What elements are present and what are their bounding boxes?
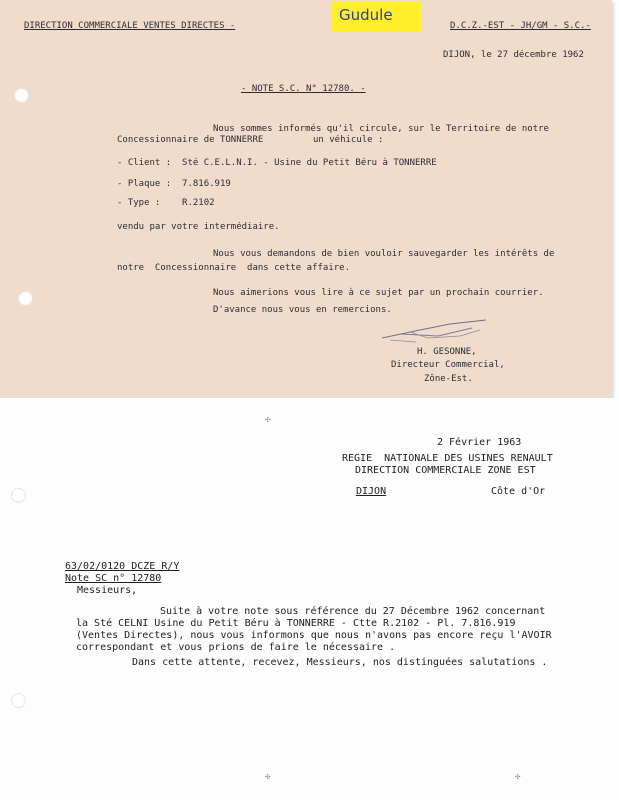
- letter-body-line2: la Sté CELNI Usine du Petit Béru à TONNERRE - Ctte R.2102 - Pl. 7.816.919: [76, 618, 516, 629]
- sticky-note: [331, 2, 421, 32]
- sticky-note-text: Gudule: [339, 6, 393, 24]
- note-request-line2: notre Concessionnaire dans cette affaire.: [117, 263, 350, 273]
- note-sign-name: H. GESONNE,: [417, 347, 477, 357]
- punch-hole: [14, 88, 29, 103]
- letter-date: 2 Février 1963: [437, 437, 522, 448]
- punch-hole: [11, 488, 26, 503]
- paper-mark: ✣: [515, 772, 521, 782]
- letter-ref2: Note SC n° 12780: [65, 573, 162, 584]
- note-type: - Type : R.2102: [117, 198, 215, 208]
- letter-salutation: Messieurs,: [77, 585, 138, 596]
- paper-mark: ✣: [265, 415, 271, 425]
- punch-hole: [11, 693, 26, 708]
- letter-body-line3: (Ventes Directes), nous vous informons que nous n'avons pas encore reçu l'AVOIR: [76, 630, 552, 641]
- letter-region: Côte d'Or: [491, 486, 546, 497]
- note-sign-role: Directeur Commercial,: [391, 360, 505, 370]
- note-intro-line1: Nous sommes informés qu'il circule, sur le Territoire de notre: [213, 124, 549, 134]
- note-intro-line2-b: un véhicule :: [313, 135, 384, 145]
- punch-hole: [18, 291, 33, 306]
- note-title: - NOTE S.C. N° 12780. -: [241, 84, 366, 94]
- note-intro-line2-a: Concessionnaire de TONNERRE: [117, 135, 264, 145]
- letter-body-line1: Suite à votre note sous référence du 27 Décembre 1962 concernant: [160, 606, 546, 617]
- note-read-line: Nous aimerions vous lire à ce sujet par un prochain courrier.: [213, 288, 544, 298]
- letter-city: DIJON: [356, 486, 387, 497]
- letter-org-line2: DIRECTION COMMERCIALE ZONE EST: [355, 465, 536, 476]
- note-thanks-line: D'avance nous vous en remercions.: [213, 305, 392, 315]
- note-client: - Client : Sté C.E.L.N.I. - Usine du Petit Béru à TONNERRE: [117, 158, 437, 168]
- paper-mark: ✣: [265, 772, 271, 782]
- note-sign-zone: Zône-Est.: [424, 374, 473, 384]
- letter-org-line1: REGIE NATIONALE DES USINES RENAULT: [342, 453, 553, 464]
- note-header-left: DIRECTION COMMERCIALE VENTES DIRECTES -: [24, 21, 236, 31]
- note-sheet: [0, 0, 612, 398]
- note-sold-by: vendu par votre intermédiaire.: [117, 222, 280, 232]
- letter-body-line4: correspondant et vous prions de faire le nécessaire .: [76, 642, 396, 653]
- note-request-line1: Nous vous demandons de bien vouloir sauvegarder les intérêts de: [213, 249, 555, 259]
- letter-sheet: [0, 398, 619, 800]
- note-header-right: D.C.Z.-EST - JH/GM - S.C.-: [450, 21, 591, 31]
- note-plaque: - Plaque : 7.816.919: [117, 179, 231, 189]
- note-place-date: DIJON, le 27 décembre 1962: [443, 50, 584, 60]
- letter-closing: Dans cette attente, recevez, Messieurs, nos distinguées salutations .: [132, 657, 548, 668]
- handwritten-signature: [380, 316, 490, 344]
- letter-ref1: 63/02/0120 DCZE R/Y: [65, 561, 180, 572]
